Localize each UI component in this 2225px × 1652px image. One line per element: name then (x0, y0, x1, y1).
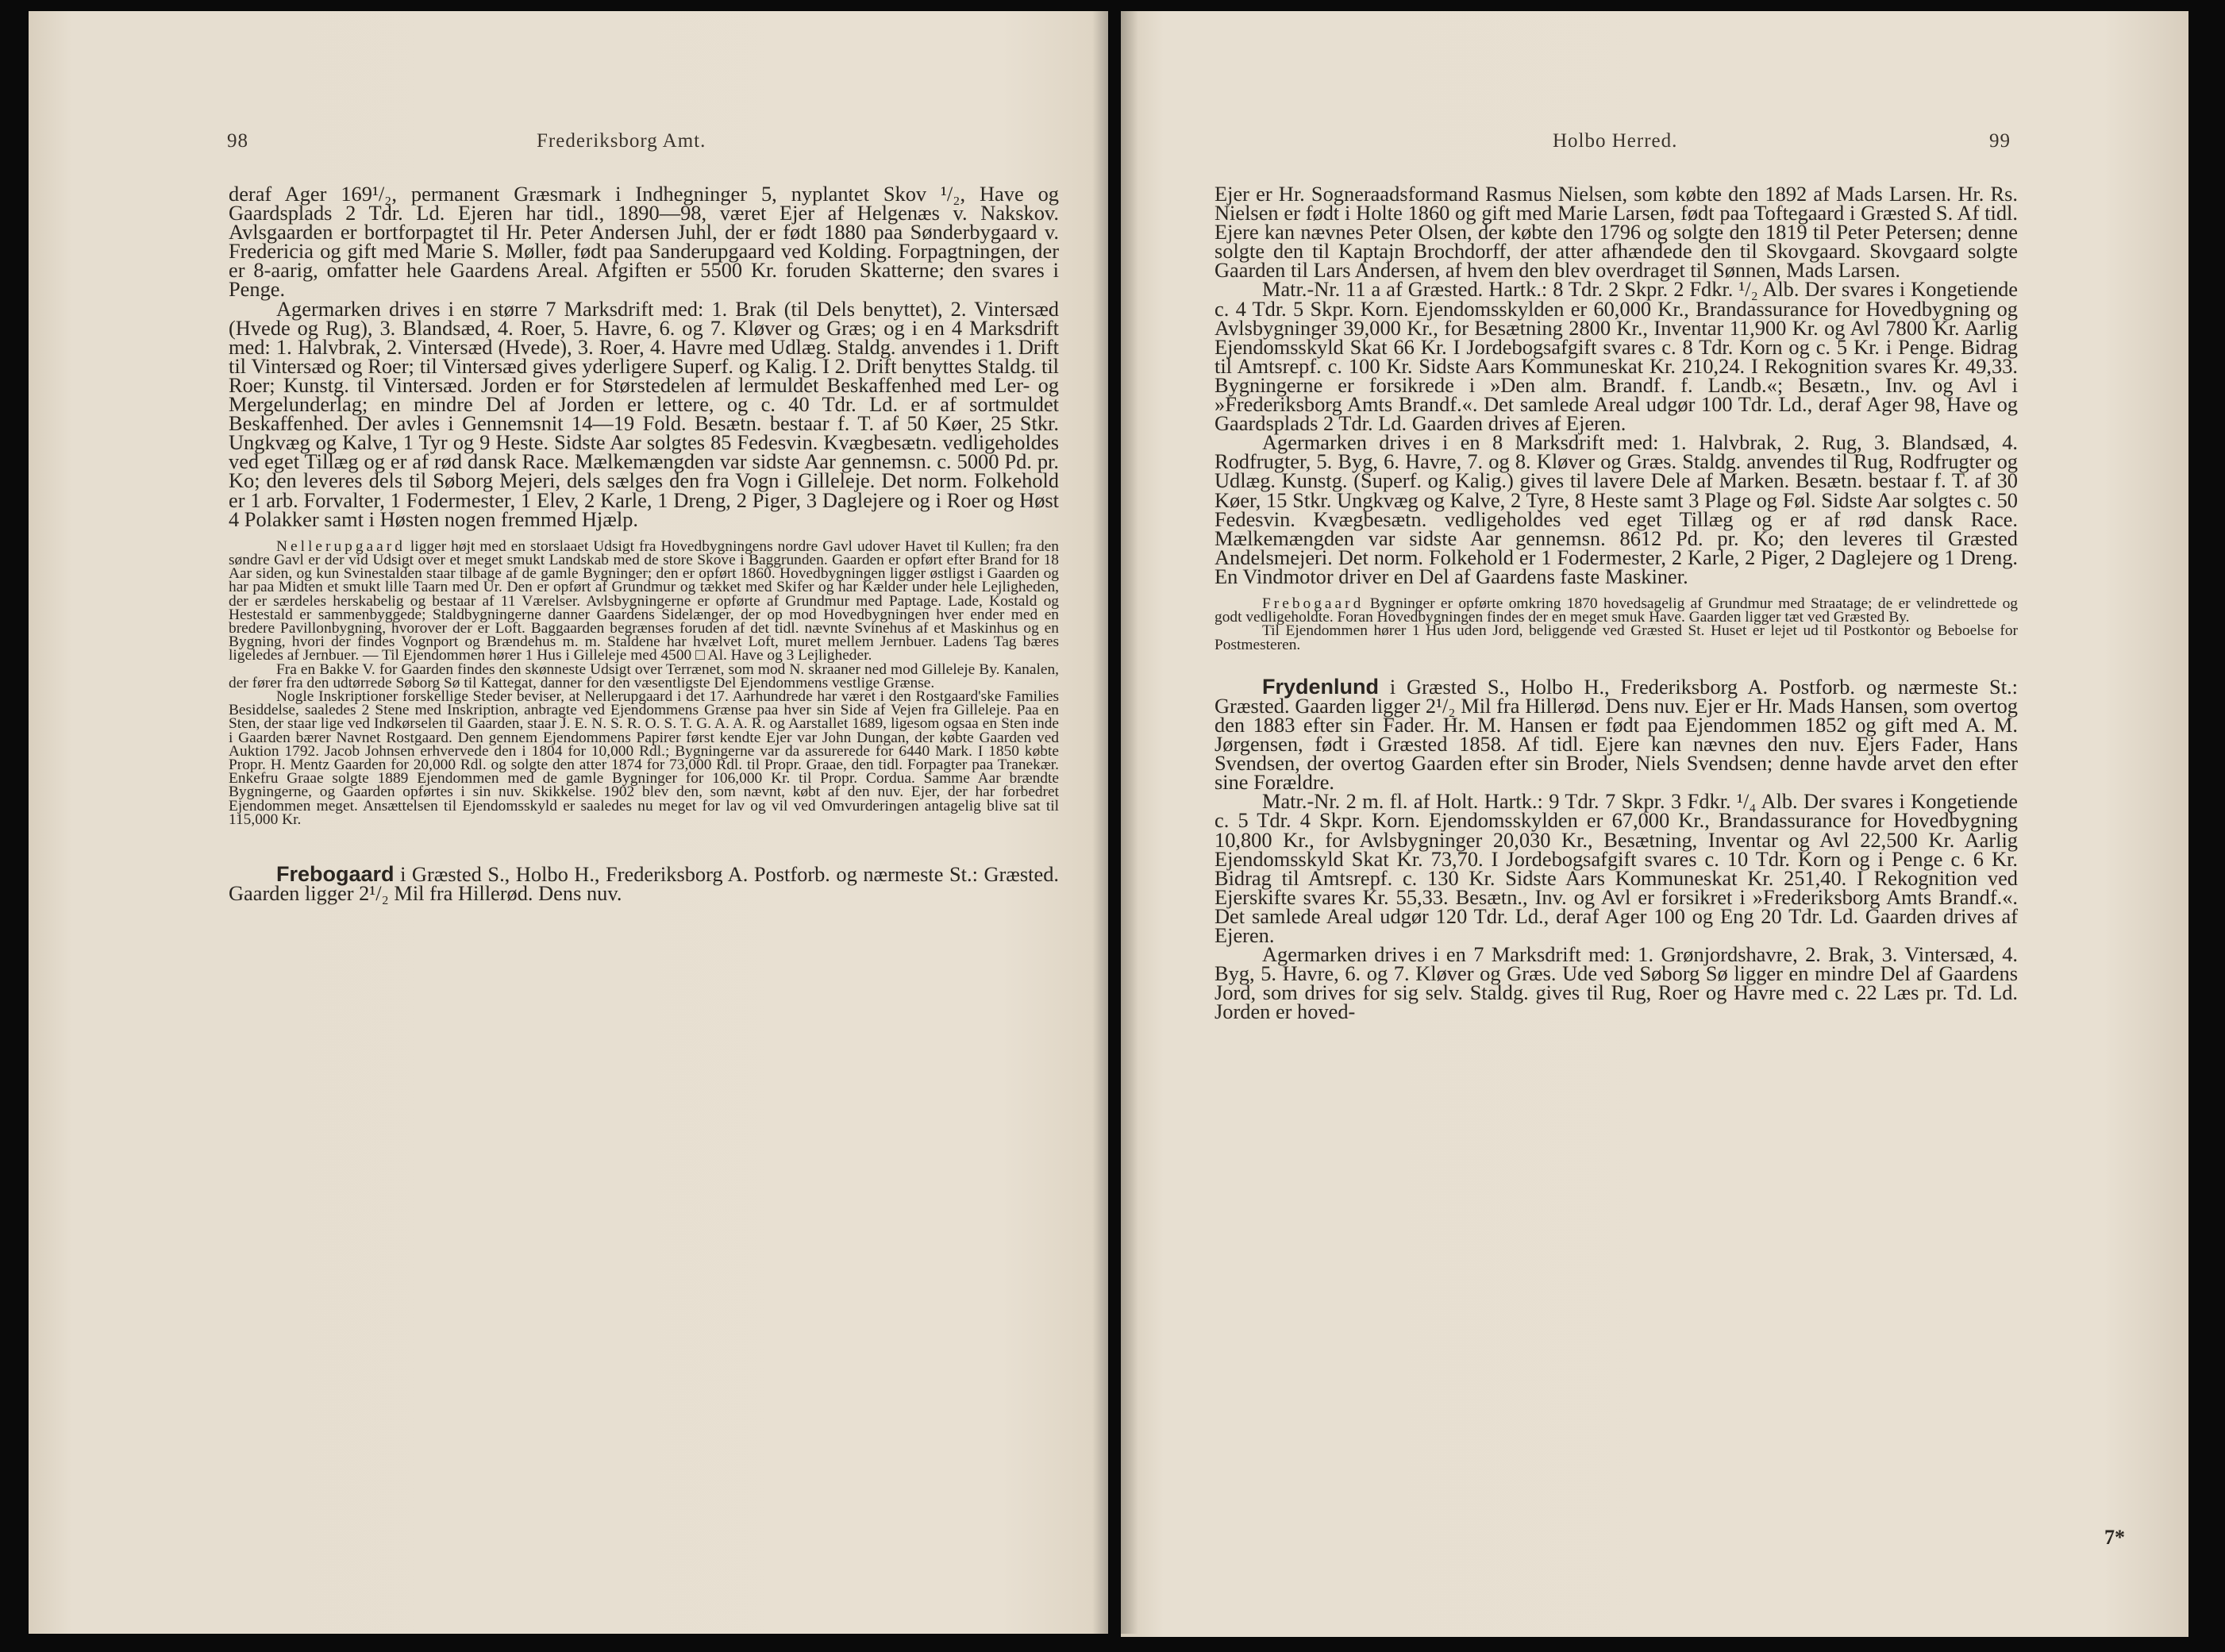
paragraph: deraf Ager 169¹/₂, permanent Græsmark i Indhegninger 5, nyplantet Skov ¹/₂, Have og Gaardsplads 2 Tdr. Ld. Ejeren har tidl., 1890—98, været Ejer af Helgenæs v. Nakskov. Avlsgaarden er bortforpagtet til Hr. Peter Andersen Juhl, der er født 1880 paa Sønderbygaard v. Fredericia og gift med Marie S. Møller, født paa Sanderupgaard ved Kolding. Forpagtningen, der er 8-aarig, omfatter hele Gaardens Areal. Afgiften er 5500 Kr. foruden Skatterne; den svares i Penge. (229, 182, 1059, 302)
entry-heading: Frydenlund (1262, 674, 1379, 699)
paragraph: Agermarken drives i en 8 Marksdrift med: 1. Halvbrak, 2. Rug, 3. Blandsæd, 4. Rodfrugter, 5. Byg, 6. Havre, 7. og 8. Kløver og Græs. Staldg. anvendes til Rug, Rodfrugter og Udlæg. Kunstg. (Superf. og Kalig.) gives til lavere Dele af Marken. Besætn. bestaar f. T. af 30 Køer, 15 Stkr. Ungkvæg og Kalve, 2 Tyre, 8 Heste samt 3 Plage og Føl. Sidste Aar solgtes c. 50 Fedesvin. Kvægbesætn. vedligeholdes ved eget Tillæg og er af rød dansk Race. Mælkemængden var sidste Aar gennemsn. 8612 Pd. pr. Ko; den leveres til Græsted Andelsmejeri. Det norm. Folkehold er 1 Fodermester, 2 Karle, 2 Piger, 2 Daglejere og 1 Dreng. En Vindmotor driver en Del af Gaardens faste Maskiner. (1215, 430, 2018, 588)
small-paragraph: Til Ejendommen hører 1 Hus uden Jord, beliggende ved Græsted St. Huset er lejet ud til Postkontor og Beboelse for Postmesteren. (1215, 622, 2018, 653)
paragraph: Agermarken drives i en større 7 Marksdrift med: 1. Brak (til Dels benyttet), 2. Vintersæd (Hvede og Rug), 3. Blandsæd, 4. Roer, 5. Havre, 6. og 7. Kløver og Græs; og i en 4 Marksdrift med: 1. Halvbrak, 2. Vintersæd (Hvede), 3. Roer, 4. Havre med Udlæg. Staldg. anvendes i 1. Drift til Vintersæd og Roer; til Vintersæd gives yderligere Superf. og Kalig. I 2. Drift benyttes Staldg. til Roer; Kunstg. til Vintersæd. Jorden er for Størstedelen af lermuldet Beskaffenhed med Ler- og Mergelunderlag; en mindre Del af Jorden er lettere, og c. 40 Tdr. Ld. er af sortmuldet Beskaffenhed. Der avles i Gennemsnit 14—19 Fold. Besætn. bestaar f. T. af 50 Køer, 25 Stkr. Ungkvæg og Kalve, 1 Tyr og 9 Heste. Sidste Aar solgtes 85 Fedesvin. Kvægbesætn. vedligeholdes ved eget Tillæg og er af rød dansk Race. Mælkemængden var sidste Aar gennemsn. c. 5000 Pd. pr. Ko; den leveres dels til Søborg Mejeri, dels sælges den fra Vogn i Gilleleje. Det norm. Folkehold er 1 arb. Forvalter, 1 Fodermester, 1 Elev, 2 Karle, 1 Dreng, 2 Piger, 3 Daglejere og i Roer og Høst 4 Polakker samt i Høsten nogen fremmed Hjælp. (229, 296, 1059, 531)
running-head-left: Frederiksborg Amt. (537, 130, 706, 152)
entry-text: i Græsted S., Holbo H., Frederiksborg A. Postforb. og nærmeste St.: Græsted. Gaarden ligger 2¹/₂ Mil fra Hillerød. Dens nuv. Ejer er Hr. Mads Hansen, som overtog den 1883 efter sin Fader. Hr. M. Hansen er født paa Ejendommen 1852 og gift med A. M. Jørgensen, født i Græsted 1858. Af tidl. Ejere kan nævnes den nuv. Ejers Fader, Hans Svendsen, der overtog Gaarden efter sin Broder, Niels Svendsen; denne havde arvet den efter sine Forældre. (1215, 674, 2018, 795)
page-number-right: 99 (1989, 130, 2011, 152)
right-text-column (1215, 182, 2018, 1024)
paragraph: Ejer er Hr. Sogneraadsformand Rasmus Nielsen, som købte den 1892 af Mads Larsen. Hr. Rs. Nielsen er født i Holte 1860 og gift med Marie Larsen, født paa Toftegaard i Græsted S. Af tidl. Ejere kan nævnes Peter Olsen, der købte den 1796 og solgte den 1819 til Peter Petersen; denne solgte den til Kaptajn Brochdorff, der atter afhændede den til Skovgaard. Skovgaard solgte Gaarden til Lars Andersen, af hvem den blev overdraget til Sønnen, Mads Larsen. (1215, 182, 2018, 283)
small-paragraph: Bygninger er opførte omkring 1870 hovedsagelig af Grundmur med Straatage; de er velindrettede og godt vedligeholdte. Foran Hovedbygningen findes der en meget smuk Have. Gaarden ligger tæt ved Græsted By. (1215, 595, 2018, 626)
left-text-column (229, 182, 1059, 906)
paragraph: Matr.-Nr. 2 m. fl. af Holt. Hartk.: 9 Tdr. 7 Skpr. 3 Fdkr. ¹/₄ Alb. Der svares i Kongetiende c. 5 Tdr. 4 Skpr. Korn. Ejendomsskylden er 67,000 Kr., Brandassurance for Hovedbygning 10,800 Kr., for Avlsbygninger 20,030 Kr., Besætning, Inventar og Avl 22,500 Kr. Aarlig Ejendomsskyld Skat Kr. 73,70. I Jordebogsafgift svares c. 10 Tdr. Korn og i Penge c. 6 Kr. Bidrag til Amtsrepf. c. 130 Kr. Sidste Aars Kommuneskat Kr. 251,40. I Rekognition ved Ejerskifte svares Kr. 55,33. Besætn., Inv. og Avl er forsikret i »Frederiksborg Amts Brandf.«. Det samlede Areal udgør 120 Tdr. Ld., deraf Ager 100 og Eng 20 Tdr. Ld. Gaarden drives af Ejeren. (1215, 789, 2018, 947)
small-print-section (229, 537, 1059, 828)
small-paragraph: ligger højt med en storslaaet Udsigt fra Hovedbygningens nordre Gavl udover Havet til Kullen; fra den søndre Gavl er der vid Udsigt over et meget smukt Landskab med de store Skove i Baggrunden. Gaarden er opført efter Brand for 18 Aar siden, og kun Svinestalden staar tilbage af de gamle Bygninger; den er opført 1860. Hovedbygningen ligger østligst i Gaarden og har paa Midten et smukt lille Taarn med Ur. Den er opført af Grundmur og tækket med Skifer og har Kælder under hele Lejligheden, der er særdeles herskabelig og bestaar af 11 Værelser. Avlsbygningerne er opførte af Grundmur med Paptage. Lade, Kostald og Hestestald er sammenbyggede; Staldbygningerne danner Gaardens Sidelænger, der op mod Hovedbygningen hver ender med en bredere Pavillonbygning, hvorover der er Loft. Baggaarden begrænses foruden af det tidl. nævnte Svinehus af et Maskinhus og en Bygning, hvori der findes Vognport og Brændehus m. m. Staldene har hvælvet Loft, muret mellem Jernbuer. Ladens Tag bæres ligeledes af Jernbuer. — Til Ejendommen hører 1 Hus i Gilleleje med 4500 □ Al. Have og 3 Lejligheder. (229, 537, 1059, 664)
right-page (1121, 11, 2188, 1637)
signature-mark: 7* (2104, 1526, 2125, 1549)
entry-heading: Frebogaard (276, 861, 395, 886)
spine-shadow (1121, 11, 1138, 1634)
small-paragraph: Nogle Inskriptioner forskellige Steder beviser, at Nellerupgaard i det 17. Aarhundrede har været i den Rostgaard'ske Families Besiddelse, saaledes 2 Stene med Inskription, anbragte ved Ejendommens Grænse paa hver sin Side af Vejen fra Gilleleje. Paa en Sten, der staar lige ved Indkørselen til Gaarden, staar J. E. N. S. R. O. S. T. G. A. A. R. og Aarstallet 1689, ligesom ogsaa en Sten inde i Gaarden bærer Navnet Rostgaard. Den gennem Ejendommens Papirer først kendte Ejer var John Dungan, der købte Gaarden ved Auktion 1792. Jacob Johnsen erhvervede den i 1804 for 10,000 Rdl.; Bygningerne var da assurerede for 6440 Mark. I 1850 købte Propr. H. Mentz Gaarden for 20,000 Rdl. og solgte den atter 1874 for 73,000 Rdl. til Propr. Graae, den tidl. Forpagter paa Tranekær. Enkefru Graae solgte 1889 Ejendommen med de gamle Bygninger for 106,000 Kr. til Propr. Cordua. Samme Aar brændte Bygningerne, og Gaarden opførtes i sin nuv. Skikkelse. 1902 blev den, som nævnt, købt af den nuv. Ejer, der har forbedret Ejendommen meget. Ansættelsen til Ejendomsskyld er saaledes nu meget for lav og vil ved Omvurderingen antagelig blive sat til 115,000 Kr. (229, 687, 1059, 828)
small-print-lead: Frebogaard (1262, 595, 1365, 612)
small-print-section (1215, 597, 2018, 652)
small-paragraph: Fra en Bakke V. for Gaarden findes den skønneste Udsigt over Terrænet, som mod N. skraaner ned mod Gilleleje By. Kanalen, der fører fra den udtørrede Søborg Sø til Kattegat, danner for den væsentligste Del Ejendommens vestlige Grænse. (229, 660, 1059, 691)
left-page (29, 11, 1108, 1634)
spine-shadow (1092, 11, 1110, 1634)
small-print-lead: Nellerupgaard (276, 537, 406, 555)
page-number-left: 98 (227, 130, 248, 152)
running-head-right: Holbo Herred. (1553, 130, 1678, 152)
paragraph: Agermarken drives i en 7 Marksdrift med: 1. Grønjordshavre, 2. Brak, 3. Vintersæd, 4. Byg, 5. Havre, 6. og 7. Kløver og Græs. Ude ved Søborg Sø ligger en mindre Del af Gaardens Jord, som drives for sig selv. Staldg. gives til Rug, Roer og Havre med c. 22 Læs pr. Td. Ld. Jorden er hoved- (1215, 942, 2018, 1024)
paragraph: Matr.-Nr. 11 a af Græsted. Hartk.: 8 Tdr. 2 Skpr. 2 Fdkr. ¹/₂ Alb. Der svares i Kongetiende c. 4 Tdr. 5 Skpr. Korn. Ejendomsskylden er 60,000 Kr., Brandassurance for Hovedbygning og Avlsbygninger 39,000 Kr., for Besætning 2800 Kr., Inventar 11,900 Kr. og Avl 7800 Kr. Aarlig Ejendomsskyld Skat 66 Kr. I Jordebogsafgift svares c. 8 Tdr. Korn og c. 5 Kr. i Penge. Bidrag til Amtsrepf. c. 100 Kr. Sidste Aars Kommuneskat Kr. 210,24. I Rekognition svares Kr. 49,33. Bygningerne er forsikrede i »Den alm. Brandf. f. Landb.«; Besætn., Inv. og Avl i »Frederiksborg Amts Brandf.«. Det samlede Areal udgør 100 Tdr. Ld., deraf Ager 98, Have og Gaardsplads 2 Tdr. Ld. Gaarden drives af Ejeren. (1215, 277, 2018, 436)
entry-text: i Græsted S., Holbo H., Frederiksborg A. Postforb. og nærmeste St.: Græsted. Gaarden ligger 2¹/₂ Mil fra Hillerød. Dens nuv. (229, 861, 1059, 906)
